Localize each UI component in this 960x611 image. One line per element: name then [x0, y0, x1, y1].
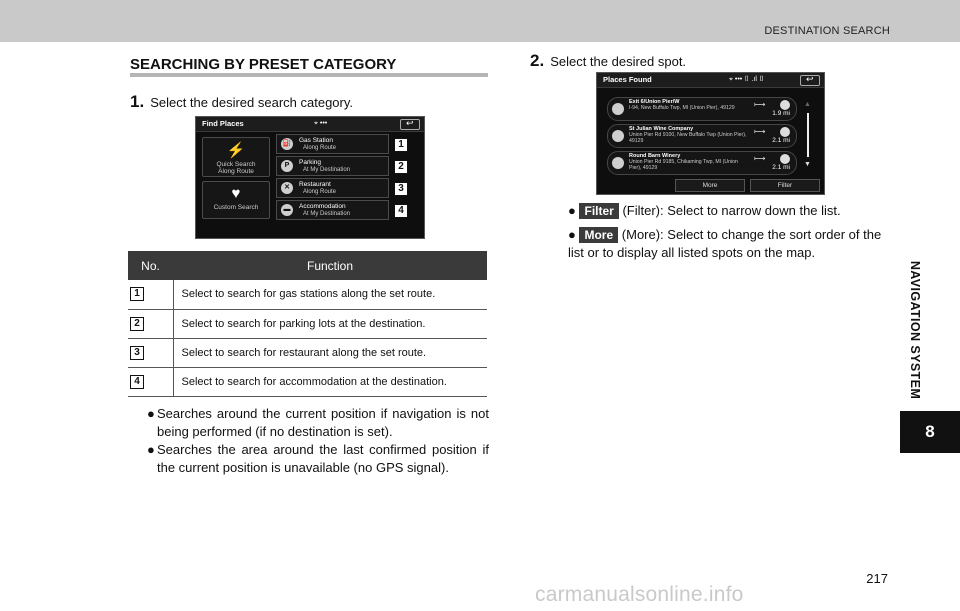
bullet-icon: ● — [147, 442, 155, 457]
route-icon: ⚡ — [226, 142, 246, 159]
chapter-side-title: NAVIGATION SYSTEM — [908, 260, 922, 400]
page-number: 217 — [866, 571, 888, 586]
table-row — [128, 338, 487, 367]
step-1-text: Select the desired search category. — [150, 95, 354, 110]
step-2-number: 2. — [530, 51, 545, 70]
more-tag: More — [579, 227, 618, 243]
step-2-text: Select the desired spot. — [550, 54, 687, 69]
bullet-icon: ● — [568, 227, 576, 242]
callout-4: 4 — [394, 204, 408, 218]
custom-search-label: Custom Search — [213, 204, 259, 211]
table-header-row — [128, 251, 487, 280]
row-number: 4 — [130, 375, 144, 389]
parking-icon: P — [281, 160, 293, 172]
gas-icon: ⛽ — [281, 138, 293, 150]
place-item[interactable]: Round Barn Winery Union Pier Rd 9185, Chikaming Twp, MI (Union Pier), 49129 ⟼ 2.1 mi — [607, 151, 797, 175]
place-item[interactable]: Exit 6/Union Pier/W I-94, New Buffalo Twp, MI (Union Pier), 49129 ⟼ 1.9 mi — [607, 97, 797, 121]
row-function: Select to search for accommodation at the destination. — [173, 367, 487, 396]
direction-arrow-icon: ⟼ — [754, 127, 766, 136]
chapter-tab[interactable]: 8 — [900, 411, 960, 453]
more-description: ● More (More): Select to change the sort order of the list or to display all listed spots on the map. — [568, 227, 882, 260]
step-2 — [530, 51, 686, 71]
table-row — [128, 280, 487, 309]
compass-icon — [780, 100, 790, 110]
place-pin-icon — [612, 157, 624, 169]
callout-3: 3 — [394, 182, 408, 196]
row-function: Select to search for parking lots at the destination. — [173, 309, 487, 338]
function-table — [128, 251, 487, 397]
quick-search-button[interactable] — [202, 137, 270, 177]
direction-arrow-icon: ⟼ — [754, 100, 766, 109]
restaurant-icon: ✕ — [281, 182, 293, 194]
category-accommodation[interactable]: ▬ Accommodation At My Destination — [276, 200, 389, 220]
filter-tag: Filter — [579, 203, 618, 219]
back-icon[interactable] — [800, 75, 820, 86]
section-divider — [130, 73, 488, 77]
scroll-down-icon[interactable]: ▼ — [804, 161, 811, 168]
direction-arrow-icon: ⟼ — [754, 154, 766, 163]
find-places-screenshot — [195, 116, 425, 239]
screen-title: Places Found — [603, 75, 652, 84]
screen-titlebar — [597, 73, 824, 88]
status-icons: ⌖ ••• — [314, 120, 328, 127]
places-found-screenshot — [596, 72, 825, 195]
watermark: carmanualsonline.info — [535, 583, 744, 606]
status-icons: ⌖ ••• ▯ .ıl ▯ — [729, 76, 765, 83]
quick-search-sub: Along Route — [218, 168, 254, 175]
back-icon[interactable] — [400, 119, 420, 130]
table-row — [128, 367, 487, 396]
bullet-icon: ● — [568, 203, 576, 218]
row-function: Select to search for restaurant along the set route. — [173, 338, 487, 367]
place-item[interactable]: St Julian Wine Company Union Pier Rd 9100, New Buffalo Twp (Union Pier), 49129 ⟼ 2.1 mi — [607, 124, 797, 148]
screen-title: Find Places — [202, 119, 244, 128]
step-1-number: 1. — [130, 92, 145, 111]
scroll-up-icon[interactable]: ▲ — [804, 101, 811, 108]
header-no: No. — [128, 251, 173, 280]
callout-1: 1 — [394, 138, 408, 152]
note-bullet: ● Searches the area around the last confirmed position if the current position is unavailable (no GPS signal). — [147, 442, 489, 475]
row-number: 3 — [130, 346, 144, 360]
row-number: 2 — [130, 317, 144, 331]
bullet-icon: ● — [147, 406, 155, 421]
compass-icon — [780, 154, 790, 164]
category-parking[interactable]: P Parking At My Destination — [276, 156, 389, 176]
section-title: SEARCHING BY PRESET CATEGORY — [130, 56, 397, 73]
scrollbar[interactable] — [807, 113, 809, 157]
row-function: Select to search for gas stations along the set route. — [173, 280, 487, 309]
category-gas-station[interactable]: ⛽ Gas Station Along Route — [276, 134, 389, 154]
custom-search-button[interactable] — [202, 181, 270, 219]
screen-titlebar — [196, 117, 424, 132]
filter-description: ● Filter (Filter): Select to narrow down the list. — [568, 203, 841, 218]
callout-2: 2 — [394, 160, 408, 174]
section-header: DESTINATION SEARCH — [764, 25, 890, 37]
bed-icon: ▬ — [281, 204, 293, 216]
step-1 — [130, 92, 353, 112]
filter-button[interactable]: Filter — [750, 179, 820, 192]
row-number: 1 — [130, 287, 144, 301]
place-pin-icon — [612, 103, 624, 115]
header-function: Function — [173, 251, 487, 280]
table-row — [128, 309, 487, 338]
note-bullet: ● Searches around the current position if navigation is not being performed (if no destination is set). — [147, 406, 489, 439]
heart-pin-icon: ♥ — [231, 185, 241, 202]
category-restaurant[interactable]: ✕ Restaurant Along Route — [276, 178, 389, 198]
place-pin-icon — [612, 130, 624, 142]
quick-search-label: Quick Search — [216, 161, 256, 168]
more-button[interactable]: More — [675, 179, 745, 192]
compass-icon — [780, 127, 790, 137]
